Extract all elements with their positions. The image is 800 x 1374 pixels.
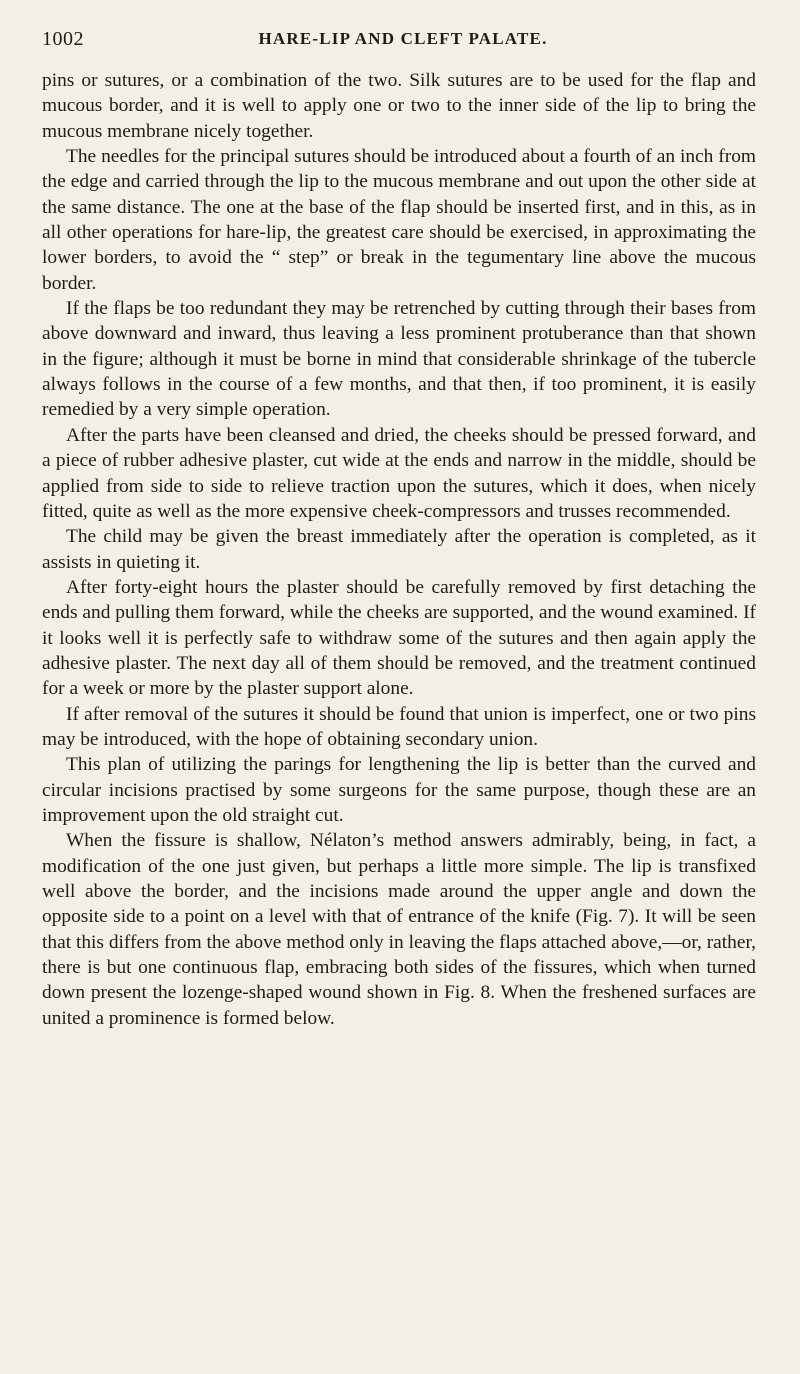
paragraph: The child may be given the breast immediately after the operation is completed, as it assists in quieting it. bbox=[42, 526, 756, 573]
paragraph: After forty-eight hours the plaster should be carefully removed by first detaching the ends and pulling them forward, while the cheeks are supported, and the wound examined. If it looks well it is perfectly safe to withdraw some of the sutures and then again apply the adhesive plaster. The next day all of them should be removed, and the treatment continued for a week or more by the plaster support alone. bbox=[42, 576, 756, 700]
paragraph: If after removal of the sutures it should be found that union is imperfect, one or two pins may be introduced, with the hope of obtaining secondary union. bbox=[42, 703, 756, 750]
paragraph: When the fissure is shallow, Nélaton’s method answers admirably, being, in fact, a modification of the one just given, but perhaps a little more simple. The lip is transfixed well above the border, and the incisions made around the upper angle and down the opposite side to a point on a level with that of entrance of the knife (Fig. 7). It will be seen that this differs from the above method only in leaving the flaps attached above,—or, rather, there is but one continuous flap, embracing both sides of the fissures, which when turned down present the lozenge-shaped wound shown in Fig. 8. When the freshened surfaces are united a prominence is formed below. bbox=[42, 830, 756, 1029]
paragraph: This plan of utilizing the parings for lengthening the lip is better than the curved and circular incisions practised by some surgeons for the same purpose, though these are an improvement upon the old straight cut. bbox=[42, 754, 756, 826]
page-header bbox=[42, 22, 756, 56]
paragraph: pins or sutures, or a combination of the two. Silk sutures are to be used for the flap and mucous border, and it is well to apply one or two to the inner side of the lip to bring the mucous membrane nicely together. bbox=[42, 70, 756, 142]
page-number: 1002 bbox=[42, 28, 84, 50]
paragraph: After the parts have been cleansed and dried, the cheeks should be pressed forward, and a piece of rubber adhesive plaster, cut wide at the ends and narrow in the middle, should be applied from side to side to relieve traction upon the sutures, which it does, when nicely fitted, quite as well as the more expensive cheek-compressors and trusses recommended. bbox=[42, 424, 756, 522]
running-head: HARE-LIP AND CLEFT PALATE. bbox=[258, 29, 548, 48]
paragraph: If the flaps be too redundant they may be retrenched by cutting through their bases from above downward and inward, thus leaving a less prominent protuberance than that shown in the figure; although it must be borne in mind that considerable shrinkage of the tubercle always follows in the course of a few months, and that then, if too prominent, it is easily remedied by a very simple operation. bbox=[42, 298, 756, 421]
paragraph: The needles for the principal sutures should be introduced about a fourth of an inch from the edge and carried through the lip to the mucous membrane and out upon the other side at the same distance. The one at the base of the flap should be inserted first, and in this, as in all other operations for hare-lip, the greatest care should be exercised, in approximating the lower borders, to avoid the “ step” or break in the tegumentary line above the mucous border. bbox=[42, 146, 756, 294]
body-text bbox=[42, 68, 756, 1031]
